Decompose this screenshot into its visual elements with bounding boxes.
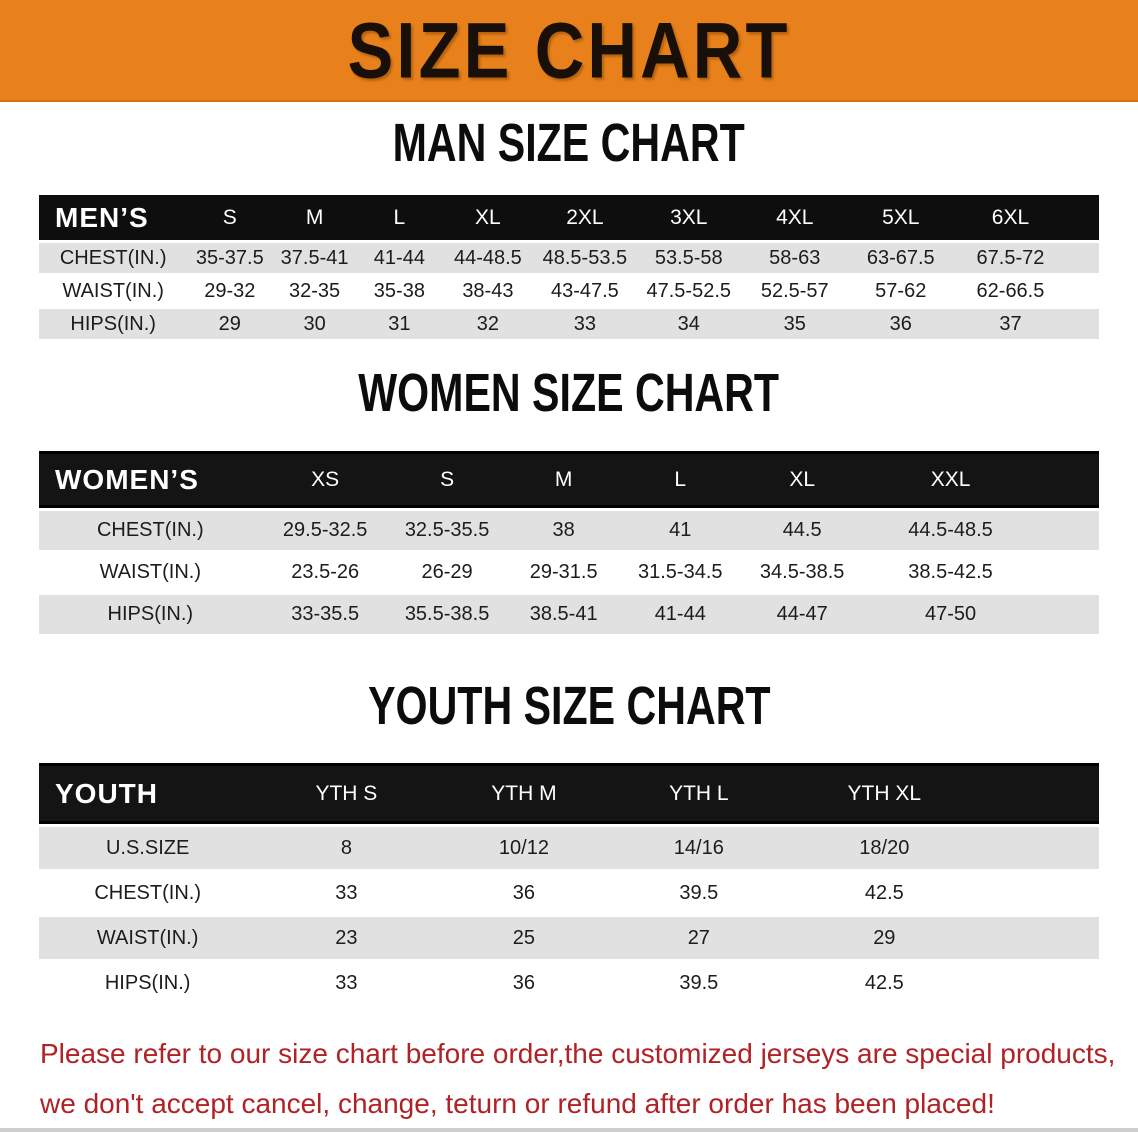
measurement-label: U.S.SIZE: [39, 827, 256, 869]
header-filler-cell: [1067, 195, 1099, 240]
measurement-value: 29-32: [187, 276, 272, 306]
measurement-value: 44-47: [739, 595, 866, 634]
measurement-value: 23: [256, 917, 436, 959]
measurement-value: 18/20: [786, 827, 982, 869]
measurement-value: 47.5-52.5: [636, 276, 742, 306]
measurement-value: 41-44: [622, 595, 739, 634]
measurement-value: 38.5-41: [505, 595, 622, 634]
measurement-value: 25: [436, 917, 611, 959]
table-group-label: MEN’S: [39, 195, 187, 240]
measurement-value: 38: [505, 511, 622, 550]
bottom-strip: [0, 1128, 1138, 1132]
measurement-value: 67.5-72: [954, 243, 1067, 273]
measurement-value: 41: [622, 511, 739, 550]
measurement-value: 32-35: [272, 276, 357, 306]
size-column-header: S: [187, 195, 272, 240]
measurement-value: 29: [786, 917, 982, 959]
page-title: SIZE CHART: [347, 5, 791, 95]
measurement-value: 29: [187, 309, 272, 339]
measurement-value: 53.5-58: [636, 243, 742, 273]
measurement-row: [39, 962, 1099, 1004]
measurement-value: 29.5-32.5: [262, 511, 389, 550]
measurement-row: [39, 872, 1099, 914]
row-filler-cell: [1067, 309, 1099, 339]
measurement-value: 36: [436, 872, 611, 914]
size-column-header: YTH M: [436, 763, 611, 824]
measurement-value: 38-43: [442, 276, 534, 306]
measurement-value: 34: [636, 309, 742, 339]
row-filler-cell: [982, 962, 1099, 1004]
row-filler-cell: [1035, 553, 1099, 592]
measurement-value: 63-67.5: [848, 243, 954, 273]
measurement-value: 26-29: [389, 553, 506, 592]
measurement-value: 37: [954, 309, 1067, 339]
men-size-table: [39, 192, 1099, 342]
measurement-value: 36: [436, 962, 611, 1004]
measurement-label: CHEST(IN.): [39, 511, 262, 550]
size-column-header: YTH XL: [786, 763, 982, 824]
measurement-value: 39.5: [611, 872, 786, 914]
measurement-value: 32.5-35.5: [389, 511, 506, 550]
size-column-header: XL: [739, 451, 866, 508]
measurement-value: 14/16: [611, 827, 786, 869]
measurement-value: 44-48.5: [442, 243, 534, 273]
measurement-value: 36: [848, 309, 954, 339]
size-column-header: 5XL: [848, 195, 954, 240]
measurement-row: [39, 511, 1099, 550]
measurement-value: 35-37.5: [187, 243, 272, 273]
women-section-heading: WOMEN SIZE CHART: [358, 362, 780, 423]
measurement-value: 42.5: [786, 872, 982, 914]
measurement-value: 43-47.5: [534, 276, 636, 306]
measurement-value: 35.5-38.5: [389, 595, 506, 634]
measurement-value: 31.5-34.5: [622, 553, 739, 592]
measurement-label: CHEST(IN.): [39, 872, 256, 914]
size-column-header: M: [505, 451, 622, 508]
measurement-label: WAIST(IN.): [39, 276, 187, 306]
measurement-value: 35-38: [357, 276, 442, 306]
measurement-value: 58-63: [742, 243, 848, 273]
youth-section: [0, 637, 1138, 1007]
measurement-value: 34.5-38.5: [739, 553, 866, 592]
measurement-value: 30: [272, 309, 357, 339]
measurement-value: 41-44: [357, 243, 442, 273]
measurement-label: HIPS(IN.): [39, 309, 187, 339]
table-group-label: YOUTH: [39, 763, 256, 824]
measurement-value: 10/12: [436, 827, 611, 869]
measurement-label: CHEST(IN.): [39, 243, 187, 273]
size-column-header: XS: [262, 451, 389, 508]
measurement-value: 33-35.5: [262, 595, 389, 634]
size-column-header: L: [357, 195, 442, 240]
measurement-label: WAIST(IN.): [39, 553, 262, 592]
men-section-heading: MAN SIZE CHART: [392, 112, 746, 173]
size-column-header: S: [389, 451, 506, 508]
measurement-value: 39.5: [611, 962, 786, 1004]
women-section: [0, 342, 1138, 637]
measurement-value: 44.5: [739, 511, 866, 550]
header-filler-cell: [982, 763, 1099, 824]
measurement-value: 32: [442, 309, 534, 339]
men-section: [0, 102, 1138, 342]
size-header-row: [39, 451, 1099, 508]
measurement-value: 38.5-42.5: [866, 553, 1036, 592]
size-column-header: 4XL: [742, 195, 848, 240]
size-column-header: L: [622, 451, 739, 508]
disclaimer: [40, 1029, 1138, 1129]
measurement-row: [39, 917, 1099, 959]
size-column-header: XXL: [866, 451, 1036, 508]
disclaimer-line-2: we don't accept cancel, change, teturn or refund after order has been placed!: [40, 1088, 995, 1119]
measurement-label: HIPS(IN.): [39, 595, 262, 634]
size-header-row: [39, 763, 1099, 824]
measurement-value: 8: [256, 827, 436, 869]
measurement-value: 52.5-57: [742, 276, 848, 306]
measurement-value: 62-66.5: [954, 276, 1067, 306]
measurement-row: [39, 309, 1099, 339]
size-column-header: YTH S: [256, 763, 436, 824]
measurement-value: 33: [256, 962, 436, 1004]
size-header-row: [39, 195, 1099, 240]
banner: [0, 0, 1138, 102]
size-column-header: XL: [442, 195, 534, 240]
measurement-row: [39, 827, 1099, 869]
measurement-value: 44.5-48.5: [866, 511, 1036, 550]
size-column-header: YTH L: [611, 763, 786, 824]
youth-section-heading: YOUTH SIZE CHART: [367, 675, 771, 736]
row-filler-cell: [1067, 276, 1099, 306]
measurement-value: 31: [357, 309, 442, 339]
row-filler-cell: [982, 827, 1099, 869]
measurement-value: 29-31.5: [505, 553, 622, 592]
measurement-label: HIPS(IN.): [39, 962, 256, 1004]
measurement-label: WAIST(IN.): [39, 917, 256, 959]
disclaimer-line-1: Please refer to our size chart before order,the customized jerseys are special products,: [40, 1038, 1116, 1069]
measurement-value: 35: [742, 309, 848, 339]
size-column-header: M: [272, 195, 357, 240]
youth-size-table: [39, 760, 1099, 1007]
measurement-value: 47-50: [866, 595, 1036, 634]
measurement-row: [39, 276, 1099, 306]
row-filler-cell: [982, 917, 1099, 959]
size-column-header: 3XL: [636, 195, 742, 240]
measurement-value: 48.5-53.5: [534, 243, 636, 273]
table-group-label: WOMEN’S: [39, 451, 262, 508]
row-filler-cell: [1035, 595, 1099, 634]
measurement-value: 23.5-26: [262, 553, 389, 592]
header-filler-cell: [1035, 451, 1099, 508]
size-column-header: 6XL: [954, 195, 1067, 240]
measurement-value: 37.5-41: [272, 243, 357, 273]
measurement-value: 27: [611, 917, 786, 959]
measurement-row: [39, 553, 1099, 592]
row-filler-cell: [1067, 243, 1099, 273]
measurement-value: 33: [256, 872, 436, 914]
measurement-value: 33: [534, 309, 636, 339]
size-column-header: 2XL: [534, 195, 636, 240]
row-filler-cell: [982, 872, 1099, 914]
women-size-table: [39, 448, 1099, 637]
measurement-row: [39, 595, 1099, 634]
measurement-value: 57-62: [848, 276, 954, 306]
measurement-row: [39, 243, 1099, 273]
measurement-value: 42.5: [786, 962, 982, 1004]
row-filler-cell: [1035, 511, 1099, 550]
